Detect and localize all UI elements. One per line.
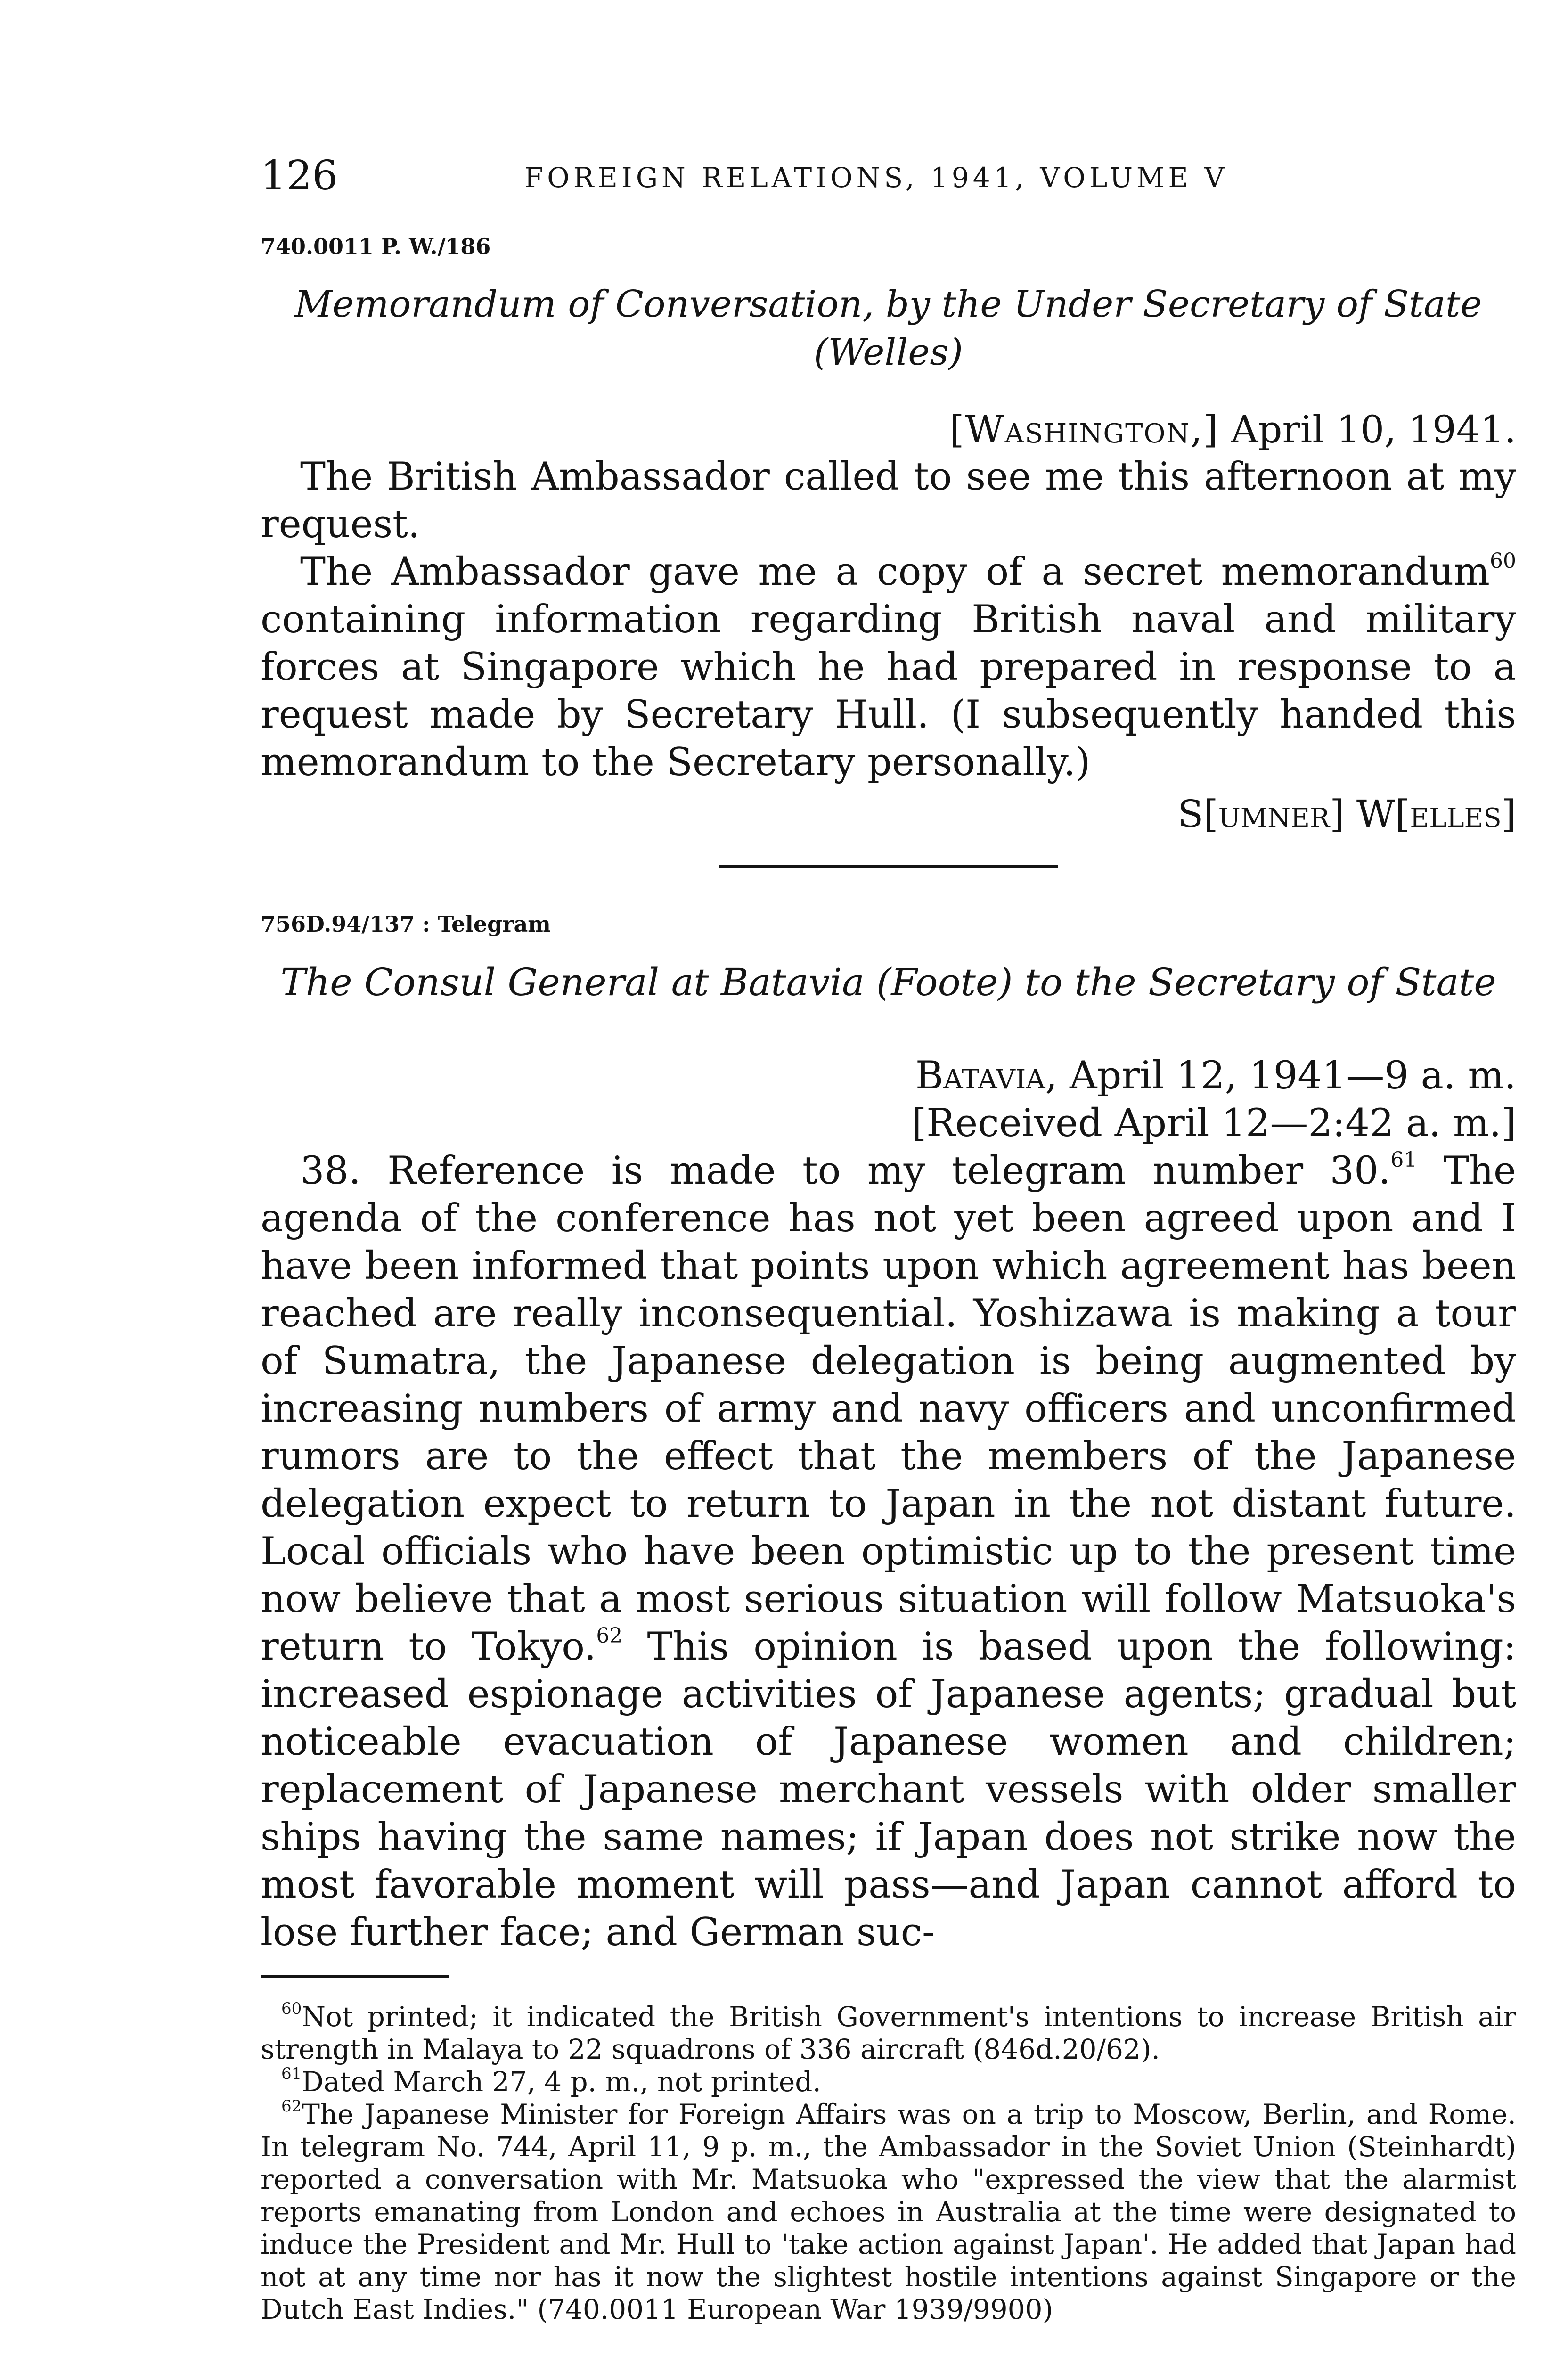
footnote-rule: [261, 1975, 449, 1978]
document-page: [261, 152, 1516, 2326]
footnote: [261, 2098, 1516, 2326]
section-divider: [719, 865, 1058, 868]
page-header: [261, 152, 1516, 207]
document-title-line: Memorandum of Conversation, by the Under Secretary of State: [294, 283, 1482, 326]
footnote-mark: 61: [281, 2064, 302, 2084]
signature-part: ] W[: [1330, 792, 1410, 836]
signature: [261, 790, 1516, 838]
paragraph-text: containing information regarding British naval and military forces at Singapore which he had prepared in response to a request made by Secretary Hull. (I subsequently handed this memorandum to the Secretary personally.): [261, 597, 1516, 785]
footnote-text: The Japanese Minister for Foreign Affairs was on a trip to Moscow, Berlin, and Rome. In telegram No. 744, April 11, 9 p. m., the Ambassador in the Soviet Union (Steinhardt) reported a conversation with Mr. Matsuoka who "expressed the view that the alarmist reports emanating from London and echoes in Australia at the time were designated to induce the President and Mr. Hull to 'take action against Japan'. He added that Japan had not at any time nor has it now the slightest hostile intentions against Singapore or the Dutch East Indies." (740.0011 European War 1939/9900): [261, 2098, 1516, 2326]
document-title: [261, 280, 1516, 376]
signature-part: umner: [1218, 792, 1330, 836]
file-reference: 756D.94/137 : Telegram: [261, 911, 551, 937]
running-head: FOREIGN RELATIONS, 1941, VOLUME V: [524, 162, 1228, 194]
footnote: [261, 2001, 1516, 2066]
dateline-place: Batavia,: [915, 1054, 1058, 1098]
dateline: [261, 1052, 1516, 1147]
paragraph: The British Ambassador called to see me this afternoon at my request.: [261, 455, 1516, 547]
footnote-text: Dated March 27, 4 p. m., not printed.: [302, 2066, 821, 2098]
footnote-text: Not printed; it indicated the British Government's intentions to increase British air strength in Malaya to 22 squadrons of 336 aircraft (846d.20/62).: [261, 2001, 1516, 2066]
dateline-date: April 10, 1941.: [1219, 408, 1516, 452]
footnote: [261, 2066, 1516, 2098]
file-reference: 740.0011 P. W./186: [261, 234, 491, 259]
footnote-mark: 62: [281, 2097, 302, 2116]
paragraph-text: This opinion is based upon the following: increased espionage activities of Japanese agents; gradual but noticeable evacuation of Japanese women and children; replacement of Japanese merchant vessels with older smaller ships having the same names; if Japan does not strike now the most favorable moment will pass—and Japan cannot afford to lose further face; and German suc-: [261, 1625, 1516, 1955]
paragraph: [261, 548, 1516, 786]
paragraph-text: 38. Reference is made to my telegram number 30.: [300, 1149, 1391, 1194]
document-title: The Consul General at Batavia (Foote) to the Secretary of State: [280, 960, 1496, 1005]
paragraph-text: The agenda of the conference has not yet been agreed upon and I have been informed that points upon which agreement has been reached are really inconsequential. Yoshizawa is making a tour of Sumatra, the Japanese delegation is being augmented by increasing numbers of army and navy officers and unconfirmed rumors are to the effect that the members of the Japanese delegation expect to return to Japan in the not distant future. Local officials who have been optimistic up to the present time now believe that a most serious situation will follow Matsuoka's return to Tokyo.: [261, 1149, 1516, 1669]
footnote-mark: 60: [281, 1999, 302, 2019]
page-number: 126: [261, 152, 338, 199]
signature-part: elles: [1410, 792, 1502, 836]
dateline-received: [Received April 12—2:42 a. m.]: [911, 1101, 1516, 1146]
dateline-date: April 12, 1941—9 a. m.: [1057, 1054, 1516, 1098]
footnotes: [261, 2001, 1516, 2326]
dateline-sent: [261, 1052, 1516, 1100]
document-title-line: (Welles): [814, 331, 963, 374]
signature-part: ]: [1501, 792, 1516, 836]
signature-part: S[: [1177, 792, 1218, 836]
footnote-ref: 62: [596, 1624, 623, 1648]
dateline-place: [Washington,]: [949, 408, 1219, 452]
dateline: [261, 406, 1516, 453]
footnote-ref: 60: [1490, 549, 1516, 573]
footnote-ref: 61: [1390, 1148, 1417, 1172]
paragraph-text: The Ambassador gave me a copy of a secret memorandum: [300, 550, 1490, 595]
paragraph: [261, 1147, 1516, 1956]
